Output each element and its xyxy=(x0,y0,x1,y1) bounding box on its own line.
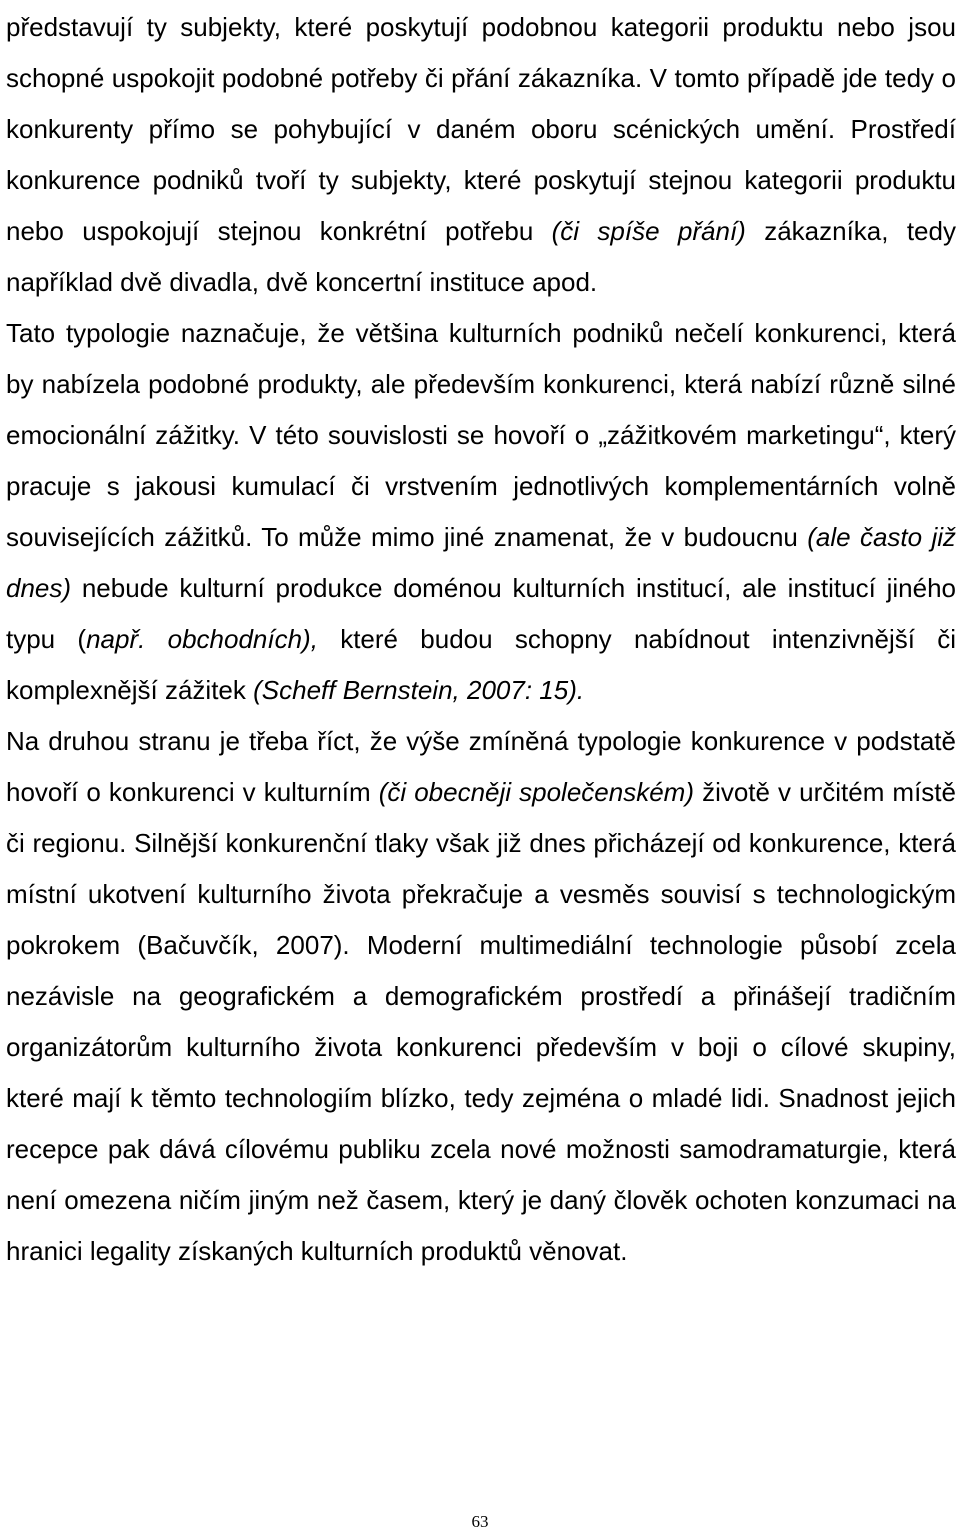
paragraph-2-text-1: Tato typologie naznačuje, že většina kulturních podniků nečelí konkurenci, která by nabízela podobné produkty, ale především konkurenci, která nabízí různě silné emocionální zážitky. V této souvislosti se hovoří o „zážitkovém marketingu“, který pracuje s jakousi kumulací či vrstvením jednotlivých komplementárních volně souvisejících zážitků. To může mimo jiné znamenat, že v budoucnu xyxy=(6,318,956,552)
paragraph-3-text-1: Na druhou stranu je třeba říct, že výše zmíněná typologie konkurence v podstatě hovoří o konkurenci v kulturním xyxy=(6,726,956,807)
paragraph-2 xyxy=(6,308,956,716)
paragraph-1 xyxy=(6,2,956,308)
paragraph-2-italic-1: (ale často již dnes) xyxy=(6,522,956,603)
paragraph-3-italic-1: (či obecněji společenském) xyxy=(378,777,694,807)
paragraph-2-text-3: které budou schopny nabídnout intenzivnější či komplexnější zážitek xyxy=(6,624,956,705)
paragraph-3-text-2: životě v určitém místě či regionu. Silnější konkurenční tlaky však již dnes přicházejí od konkurence, která místní ukotvení kulturního života překračuje a vesměs souvisí s technologickým pokrokem (Bačuvčík, 2007). Moderní multimediální technologie působí zcela nezávisle na geografickém a demografickém prostředí a přinášejí tradičním organizátorům kulturního života konkurenci především v boji o cílové skupiny, které mají k těmto technologiím blízko, tedy zejména o mladé lidi. Snadnost jejich recepce pak dává cílovému publiku zcela nové možnosti samodramaturgie, která není omezena ničím jiným než časem, který je daný člověk ochoten konzumaci na hranici legality získaných kulturních produktů věnovat. xyxy=(6,777,956,1266)
page-number: 63 xyxy=(471,1512,489,1531)
paragraph-2-citation: (Scheff Bernstein, 2007: 15). xyxy=(253,675,585,705)
paragraph-2-italic-2: např. obchodních), xyxy=(86,624,318,654)
paragraph-1-text-1: představují ty subjekty, které poskytují podobnou kategorii produktu nebo jsou schopné uspokojit podobné potřeby či přání zákazníka. V tomto případě jde tedy o konkurenty přímo se pohybující v daném oboru scénických umění. Prostředí konkurence podniků tvoří ty subjekty, které poskytují stejnou kategorii produktu nebo uspokojují stejnou konkrétní potřebu xyxy=(6,12,956,246)
paragraph-1-text-2: zákazníka, tedy například dvě divadla, dvě koncertní instituce apod. xyxy=(6,216,956,297)
paragraph-2-text-2: nebude kulturní produkce doménou kulturních institucí, ale institucí jiného typu ( xyxy=(6,573,956,654)
document-page xyxy=(6,2,956,1277)
paragraph-1-italic-1: (či spíše přání) xyxy=(551,216,746,246)
paragraph-3 xyxy=(6,716,956,1277)
